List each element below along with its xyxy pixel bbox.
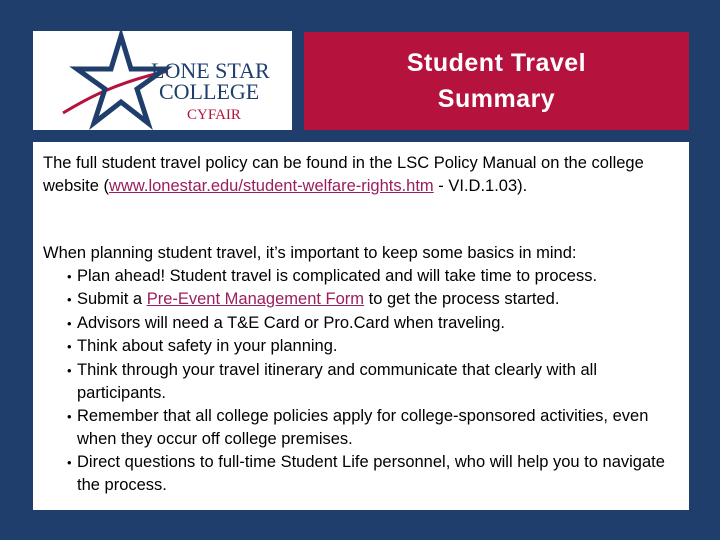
title-bar — [304, 32, 689, 130]
list-item — [43, 451, 679, 497]
intro-paragraph — [43, 152, 679, 197]
pre-event-form-link[interactable]: Pre-Event Management Form — [146, 290, 365, 308]
bullet-text: Plan ahead! Student travel is complicated and will take time to process. — [77, 266, 598, 285]
intro-text-end: - VI.D.1.03). — [433, 176, 528, 195]
list-item — [43, 288, 679, 312]
list-item — [43, 312, 679, 336]
content-panel — [33, 142, 689, 510]
logo-line-3: CYFAIR — [187, 107, 241, 123]
planning-intro: When planning student travel, it’s important to keep some basics in mind: — [43, 244, 577, 262]
bullet-icon: • — [67, 292, 72, 307]
bullet-text: Advisors will need a T&E Card or Pro.Card when traveling. — [77, 313, 505, 332]
bullet-icon: • — [67, 408, 72, 424]
bullet-text-end: to get the process started. — [364, 290, 560, 308]
bullet-icon: • — [67, 315, 72, 331]
logo-line-2: COLLEGE — [159, 79, 260, 104]
bullet-icon: • — [67, 268, 72, 284]
list-item — [43, 405, 679, 451]
bullet-icon: • — [67, 454, 72, 470]
intro-text: The full student travel policy can be found in the LSC Policy Manual on the college website ( — [43, 154, 644, 195]
policy-link[interactable]: www.lonestar.edu/student-welfare-rights.htm — [109, 176, 434, 195]
spacer — [43, 197, 679, 242]
bullet-text: Submit a — [77, 290, 147, 308]
star-logo-icon — [33, 31, 292, 130]
list-item — [43, 265, 679, 289]
bullet-text: Think about safety in your planning. — [77, 337, 338, 355]
tips-list — [43, 265, 679, 497]
bullet-text: Remember that all college policies apply for college-sponsored activities, even when they occur off college premises. — [77, 406, 649, 448]
title-line-1: Student Travel — [406, 49, 587, 77]
list-item — [43, 335, 679, 359]
college-logo — [33, 31, 292, 130]
title-line-2: Summary — [437, 85, 556, 113]
slide-title — [407, 45, 586, 117]
list-item — [43, 359, 679, 405]
bullet-text: Direct questions to full-time Student Life personnel, who will help you to navigate the process. — [77, 452, 665, 494]
bullet-icon: • — [67, 339, 72, 354]
bullet-text: Think through your travel itinerary and communicate that clearly with all participants. — [77, 360, 597, 402]
logo-line-1: LONE STAR — [151, 58, 270, 83]
bullet-icon: • — [67, 362, 72, 378]
